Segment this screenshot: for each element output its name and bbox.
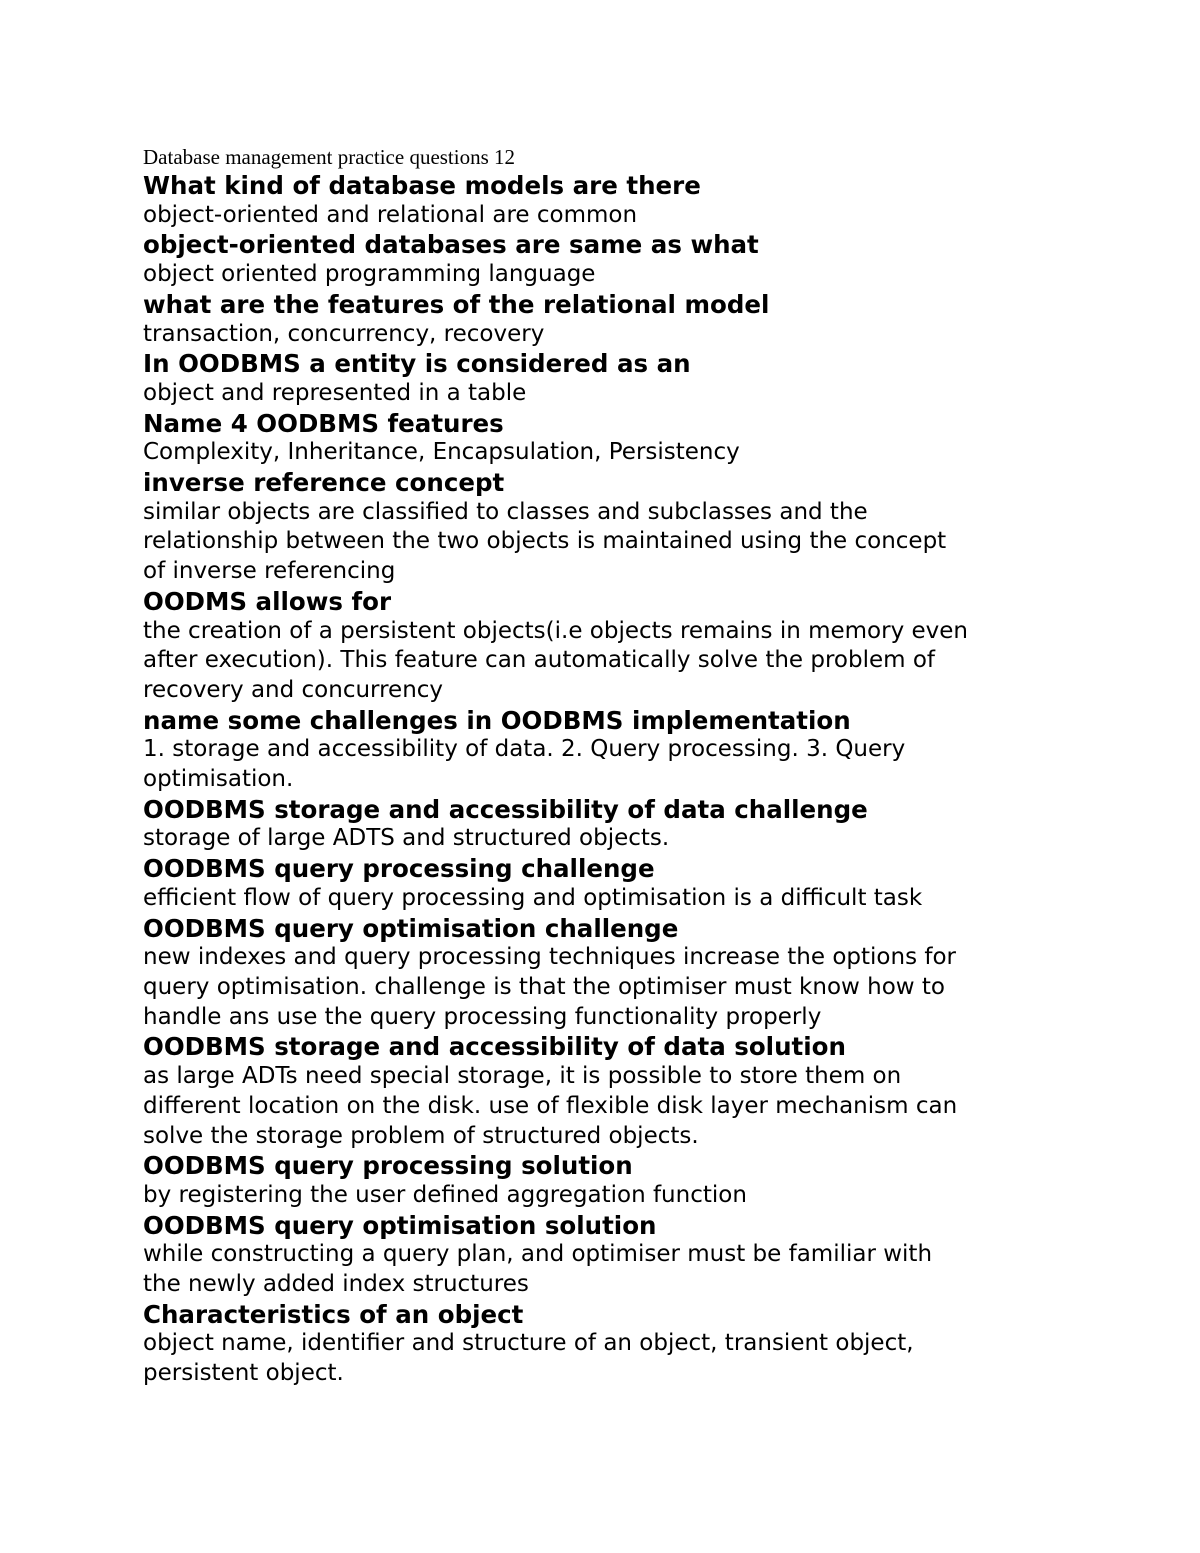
answer-line: optimisation. (143, 766, 294, 793)
qa-card (143, 1032, 1103, 1151)
question-text: What kind of database models are there (143, 171, 701, 200)
answer-line: different location on the disk. use of flexible disk layer mechanism can (143, 1092, 958, 1119)
question-text: OODBMS query processing solution (143, 1151, 633, 1181)
answer-line: object name, identifier and structure of an object, transient object, (143, 1330, 914, 1357)
question-text: object-oriented databases are same as what (143, 230, 759, 260)
answer-text (143, 260, 1103, 290)
answer-line: Complexity, Inheritance, Encapsulation, Persistency (143, 439, 740, 466)
answer-line: handle ans use the query processing functionality properly (143, 1003, 822, 1030)
qa-card (143, 587, 1103, 706)
qa-card (143, 171, 1103, 230)
answer-text (143, 438, 1103, 468)
answer-text (143, 201, 1103, 231)
answer-text (143, 1181, 1103, 1211)
qa-card (143, 290, 1103, 349)
question-text: inverse reference concept (143, 468, 505, 498)
answer-line: object-oriented and relational are common (143, 201, 638, 228)
question-text: Characteristics of an object (143, 1299, 524, 1329)
question-text: OODBMS query optimisation challenge (143, 913, 679, 943)
qa-card (143, 409, 1103, 468)
qa-card (143, 1300, 1103, 1389)
answer-text (143, 498, 1103, 587)
qa-list (143, 171, 1103, 1389)
answer-line: efficient flow of query processing and optimisation is a difficult task (143, 884, 923, 911)
answer-text (143, 735, 1103, 794)
qa-card (143, 1151, 1103, 1210)
answer-line: query optimisation. challenge is that the optimiser must know how to (143, 973, 946, 1000)
answer-line: recovery and concurrency (143, 676, 444, 703)
answer-text (143, 320, 1103, 350)
answer-line: while constructing a query plan, and optimiser must be familiar with (143, 1241, 933, 1268)
answer-text (143, 1240, 1103, 1299)
question-text: OODBMS query optimisation solution (143, 1210, 657, 1240)
answer-line: after execution). This feature can automatically solve the problem of (143, 647, 936, 674)
answer-text (143, 943, 1103, 1032)
qa-card (143, 854, 1103, 913)
question-text: what are the features of the relational model (143, 289, 770, 319)
question-text: OODBMS query processing challenge (143, 854, 655, 884)
qa-card (143, 914, 1103, 1033)
answer-line: as large ADTs need special storage, it is possible to store them on (143, 1063, 902, 1090)
answer-line: object and represented in a table (143, 379, 527, 406)
answer-line: by registering the user defined aggregation function (143, 1181, 747, 1208)
answer-text (143, 379, 1103, 409)
question-text: OODMS allows for (143, 586, 392, 616)
answer-text (143, 884, 1103, 914)
answer-line: the creation of a persistent objects(i.e objects remains in memory even (143, 617, 968, 644)
document-title: Database management practice questions 12 (143, 145, 516, 169)
answer-text (143, 1062, 1103, 1151)
answer-line: persistent object. (143, 1360, 344, 1387)
answer-line: new indexes and query processing techniques increase the options for (143, 944, 956, 971)
qa-card (143, 468, 1103, 587)
question-text: In OODBMS a entity is considered as an (143, 349, 691, 379)
answer-line: relationship between the two objects is maintained using the concept (143, 528, 947, 555)
qa-card (143, 795, 1103, 854)
answer-line: the newly added index structures (143, 1271, 529, 1298)
qa-card (143, 230, 1103, 289)
question-text: name some challenges in OODBMS implementation (143, 705, 851, 735)
answer-text (143, 1329, 1103, 1388)
answer-line: of inverse referencing (143, 558, 396, 585)
question-text: OODBMS storage and accessibility of data solution (143, 1032, 846, 1062)
document-page (143, 143, 1103, 1389)
answer-text (143, 617, 1103, 706)
answer-line: similar objects are classified to classes and subclasses and the (143, 498, 868, 525)
question-text: Name 4 OODBMS features (143, 408, 504, 438)
qa-card (143, 349, 1103, 408)
qa-card (143, 706, 1103, 795)
answer-line: storage of large ADTS and structured objects. (143, 825, 670, 852)
answer-line: object oriented programming language (143, 261, 596, 288)
answer-text (143, 824, 1103, 854)
answer-line: 1. storage and accessibility of data. 2. Query processing. 3. Query (143, 736, 906, 763)
answer-line: solve the storage problem of structured objects. (143, 1122, 699, 1149)
question-text: OODBMS storage and accessibility of data challenge (143, 794, 868, 824)
qa-card (143, 1211, 1103, 1300)
answer-line: transaction, concurrency, recovery (143, 320, 545, 347)
